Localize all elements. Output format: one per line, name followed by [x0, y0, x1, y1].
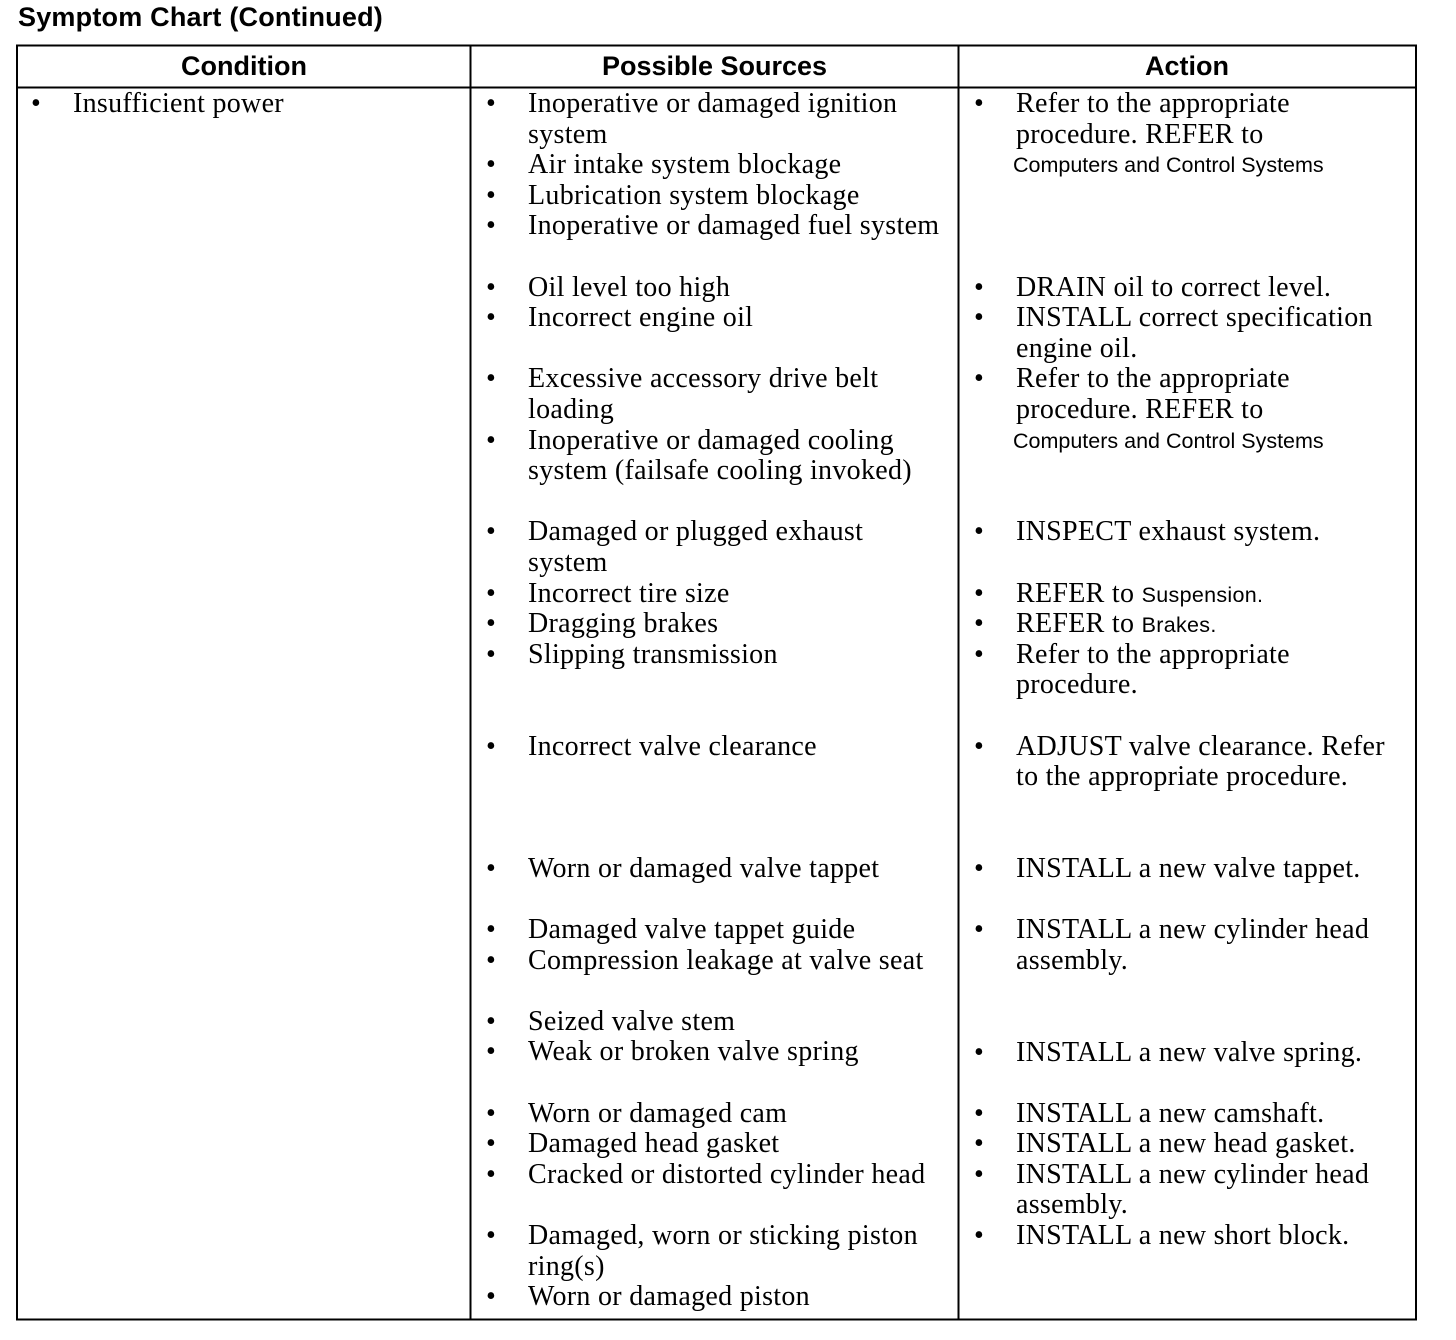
- action-item: [974, 915, 1408, 1037]
- bullet: •: [486, 852, 496, 884]
- source-text: Worn or damaged valve tappet: [528, 852, 880, 884]
- source-item: [486, 273, 948, 304]
- source-text: Worn or damaged cam: [528, 1097, 788, 1129]
- action-text: INSTALL a new cylinder head assembly.: [1016, 1158, 1370, 1221]
- source-item: [486, 1007, 948, 1038]
- bullet: •: [974, 852, 984, 884]
- bullet: •: [486, 730, 496, 762]
- bullet: •: [974, 577, 984, 609]
- bullet: •: [486, 179, 496, 211]
- source-item: [486, 1129, 948, 1160]
- bullet: •: [974, 1220, 984, 1252]
- bullet: •: [486, 424, 496, 456]
- source-text: Excessive accessory drive belt loading: [528, 363, 879, 425]
- action-text: Refer to the appropriate procedure. REFER to: [1016, 363, 1290, 425]
- action-item: [974, 1099, 1408, 1130]
- action-item: [974, 640, 1408, 732]
- bullet: •: [486, 1097, 496, 1129]
- bullet: •: [486, 88, 496, 119]
- page-title: Symptom Chart (Continued): [18, 2, 383, 32]
- source-item: [486, 303, 948, 364]
- source-item: [486, 1160, 948, 1221]
- bullet: •: [486, 271, 496, 303]
- bullet: •: [486, 1036, 496, 1068]
- bullet: •: [486, 1128, 496, 1160]
- bullet: •: [486, 302, 496, 334]
- source-text: Inoperative or damaged cooling system (failsafe cooling invoked): [528, 424, 912, 487]
- bullet: •: [974, 302, 984, 334]
- bullet: •: [486, 149, 496, 181]
- source-item: [486, 364, 948, 425]
- action-reference: Computers and Control Systems: [1013, 428, 1324, 453]
- action-item: [974, 1038, 1408, 1099]
- bullet: •: [31, 88, 41, 119]
- bullet: •: [486, 1158, 496, 1190]
- condition-item: [31, 89, 461, 120]
- bullet: •: [486, 1220, 496, 1252]
- action-reference: Computers and Control Systems: [1013, 153, 1324, 178]
- action-text: INSTALL a new cylinder head assembly.: [1016, 914, 1370, 976]
- action-text: INSTALL a new camshaft.: [1016, 1097, 1325, 1129]
- bullet: •: [974, 1158, 984, 1190]
- action-text: DRAIN oil to correct level.: [1016, 271, 1332, 303]
- sources-column: [486, 89, 948, 1313]
- action-item: [974, 1160, 1408, 1221]
- source-item: [486, 946, 948, 1007]
- bullet: •: [486, 608, 496, 640]
- bullet: •: [974, 1128, 984, 1160]
- bullet: •: [974, 914, 984, 946]
- source-text: Compression leakage at valve seat: [528, 944, 924, 976]
- bullet: •: [486, 516, 496, 548]
- action-reference: Brakes.: [1141, 613, 1217, 638]
- action-item: [974, 89, 1408, 273]
- condition-column: [31, 89, 461, 120]
- action-item: [974, 364, 1408, 517]
- header-condition: Condition: [181, 51, 307, 81]
- source-text: Seized valve stem: [528, 1005, 736, 1037]
- source-text: Inoperative or damaged ignition system: [528, 88, 898, 150]
- bullet: •: [486, 914, 496, 946]
- source-item: [486, 426, 948, 518]
- header-possible-sources: Possible Sources: [601, 51, 828, 81]
- bullet: •: [486, 363, 496, 395]
- action-text: REFER to: [1016, 577, 1135, 609]
- action-text: INSTALL a new valve tappet.: [1016, 852, 1361, 884]
- bullet: •: [486, 1005, 496, 1037]
- action-text: INSTALL a new head gasket.: [1016, 1128, 1356, 1160]
- source-text: Damaged head gasket: [528, 1128, 780, 1160]
- action-item: [974, 273, 1408, 304]
- action-column: [974, 89, 1408, 1252]
- bullet: •: [486, 577, 496, 609]
- source-item: [486, 211, 948, 272]
- bullet: •: [974, 516, 984, 548]
- source-item: [486, 1037, 948, 1098]
- action-text: INSTALL a new valve spring.: [1016, 1036, 1363, 1068]
- source-item: [486, 1099, 948, 1130]
- source-item: [486, 150, 948, 181]
- source-text: Damaged or plugged exhaust system: [528, 516, 864, 578]
- action-text: Refer to the appropriate procedure.: [1016, 638, 1290, 701]
- source-text: Damaged valve tappet guide: [528, 914, 856, 946]
- source-item: [486, 517, 948, 578]
- bullet: •: [974, 730, 984, 762]
- action-text: ADJUST valve clearance. Refer to the appropriate procedure.: [1016, 730, 1385, 793]
- action-text: Refer to the appropriate procedure. REFER to: [1016, 88, 1290, 150]
- bullet: •: [486, 1281, 496, 1313]
- action-item: [974, 732, 1408, 854]
- source-text: Incorrect tire size: [528, 577, 730, 609]
- condition-text: Insufficient power: [73, 88, 284, 119]
- source-text: Slipping transmission: [528, 638, 778, 670]
- bullet: •: [486, 944, 496, 976]
- bullet: •: [486, 638, 496, 670]
- action-item: [974, 303, 1408, 364]
- source-item: [486, 1282, 948, 1313]
- action-item: [974, 1221, 1408, 1252]
- action-text: INSTALL correct specification engine oil.: [1016, 302, 1373, 364]
- source-item: [486, 854, 948, 915]
- source-text: Worn or damaged piston: [528, 1281, 810, 1313]
- action-reference: Suspension.: [1141, 582, 1264, 607]
- header-action: Action: [1145, 51, 1229, 81]
- action-text: INSPECT exhaust system.: [1016, 516, 1321, 548]
- action-item: [974, 854, 1408, 915]
- action-item: [974, 579, 1408, 610]
- action-text: INSTALL a new short block.: [1016, 1220, 1350, 1252]
- bullet: •: [974, 608, 984, 640]
- bullet: •: [974, 1036, 984, 1068]
- source-item: [486, 89, 948, 150]
- source-item: [486, 579, 948, 610]
- bullet: •: [486, 210, 496, 242]
- source-text: Cracked or distorted cylinder head: [528, 1158, 926, 1190]
- source-text: Inoperative or damaged fuel system: [528, 210, 940, 242]
- source-text: Oil level too high: [528, 271, 731, 303]
- action-text: REFER to: [1016, 608, 1135, 640]
- bullet: •: [974, 363, 984, 395]
- action-item: [974, 609, 1408, 640]
- source-text: Weak or broken valve spring: [528, 1036, 859, 1068]
- source-item: [486, 1221, 948, 1282]
- action-item: [974, 1129, 1408, 1160]
- source-text: Damaged, worn or sticking piston ring(s): [528, 1220, 918, 1282]
- source-item: [486, 732, 948, 854]
- action-item: [974, 517, 1408, 578]
- source-text: Dragging brakes: [528, 608, 719, 640]
- bullet: •: [974, 271, 984, 303]
- source-item: [486, 915, 948, 946]
- bullet: •: [974, 638, 984, 670]
- source-text: Lubrication system blockage: [528, 179, 860, 211]
- source-item: [486, 181, 948, 212]
- source-text: Incorrect valve clearance: [528, 730, 817, 762]
- bullet: •: [974, 88, 984, 119]
- source-item: [486, 609, 948, 640]
- source-item: [486, 640, 948, 732]
- bullet: •: [974, 1097, 984, 1129]
- source-text: Incorrect engine oil: [528, 302, 754, 334]
- source-text: Air intake system blockage: [528, 149, 842, 181]
